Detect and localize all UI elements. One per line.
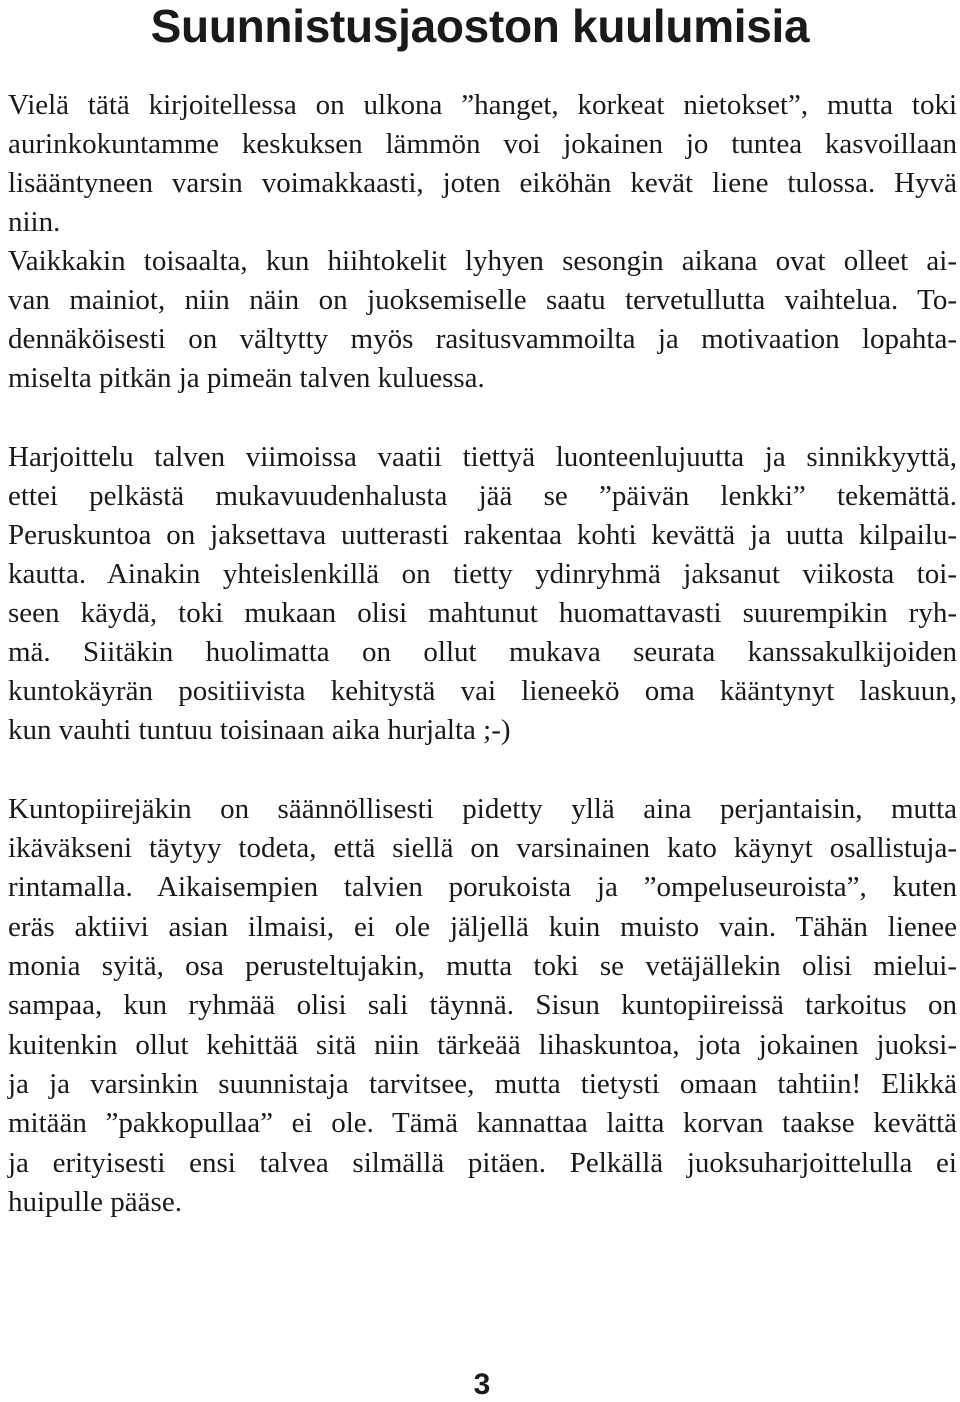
text-line: miselta pitkän ja pimeän talven kuluessa. [8, 362, 485, 394]
text-line: rintamalla. Aikaisempien talvien porukoista ja ”ompeluseuroista”, kuten [8, 871, 957, 903]
text-line: mä. Siitäkin huolimatta on ollut mukava seurata kanssakulkijoiden [8, 636, 957, 668]
text-line: kun vauhti tuntuu toisinaan aika hurjalta ;-) [8, 714, 511, 746]
text-line: kuitenkin ollut kehittää sitä niin tärkeää lihaskuntoa, jota jokainen juoksi- [8, 1029, 957, 1061]
text-line: kuntokäyrän positiivista kehitystä vai lieneekö oma kääntynyt laskuun, [8, 675, 957, 707]
text-line: van mainiot, niin näin on juoksemiselle saatu tervetullutta vaihtelua. To- [8, 284, 957, 316]
text-line: ikäväkseni täytyy todeta, että siellä on varsinainen kato käynyt osallistuja- [8, 832, 957, 864]
text-line: monia syitä, osa perusteltujakin, mutta toki se vetäjällekin olisi mielui- [8, 950, 957, 982]
text-line: sampaa, kun ryhmää olisi sali täynnä. Sisun kuntopiireissä tarkoitus on [8, 989, 957, 1021]
text-line: kautta. Ainakin yhteislenkillä on tietty ydinryhmä jaksanut viikosta toi- [8, 558, 957, 590]
text-line: aurinkokuntamme keskuksen lämmön voi jokainen jo tuntea kasvoillaan [8, 128, 957, 160]
text-line: Vielä tätä kirjoitellessa on ulkona ”hanget, korkeat nietokset”, mutta toki [8, 89, 957, 121]
text-line: huipulle pääse. [8, 1186, 182, 1218]
page-number: 3 [473, 1368, 491, 1401]
page-title: Suunnistusjaoston kuulumisia [150, 0, 810, 52]
text-line: Kuntopiirejäkin on säännöllisesti pidetty yllä aina perjantaisin, mutta [8, 793, 957, 825]
text-line: Harjoittelu talven viimoissa vaatii tiettyä luonteenlujuutta ja sinnikkyyttä, [8, 441, 957, 473]
text-line: dennäköisesti on vältytty myös rasitusvammoilta ja motivaation lopahta- [8, 323, 957, 355]
text-line: ettei pelkästä mukavuudenhalusta jää se ”päivän lenkki” tekemättä. [8, 480, 957, 512]
text-line: Vaikkakin toisaalta, kun hiihtokelit lyhyen sesongin aikana ovat olleet ai- [8, 245, 957, 277]
text-line: ja erityisesti ensi talvea silmällä pitäen. Pelkällä juoksuharjoittelulla ei [8, 1147, 957, 1179]
text-line: seen käydä, toki mukaan olisi mahtunut huomattavasti suurempikin ryh- [8, 597, 957, 629]
text-line: niin. [8, 206, 61, 238]
text-line: Peruskuntoa on jaksettava uutterasti rakentaa kohti kevättä ja uutta kilpailu- [8, 519, 957, 551]
text-line: mitään ”pakkopullaa” ei ole. Tämä kannattaa laitta korvan taakse kevättä [8, 1107, 957, 1139]
text-line: lisääntyneen varsin voimakkaasti, joten eiköhän kevät liene tulossa. Hyvä [8, 167, 957, 199]
text-line: ja ja varsinkin suunnistaja tarvitsee, mutta tietysti omaan tahtiin! Elikkä [8, 1068, 957, 1100]
text-line: eräs aktiivi asian ilmaisi, ei ole jäljellä kuin muisto vain. Tähän lienee [8, 911, 957, 943]
